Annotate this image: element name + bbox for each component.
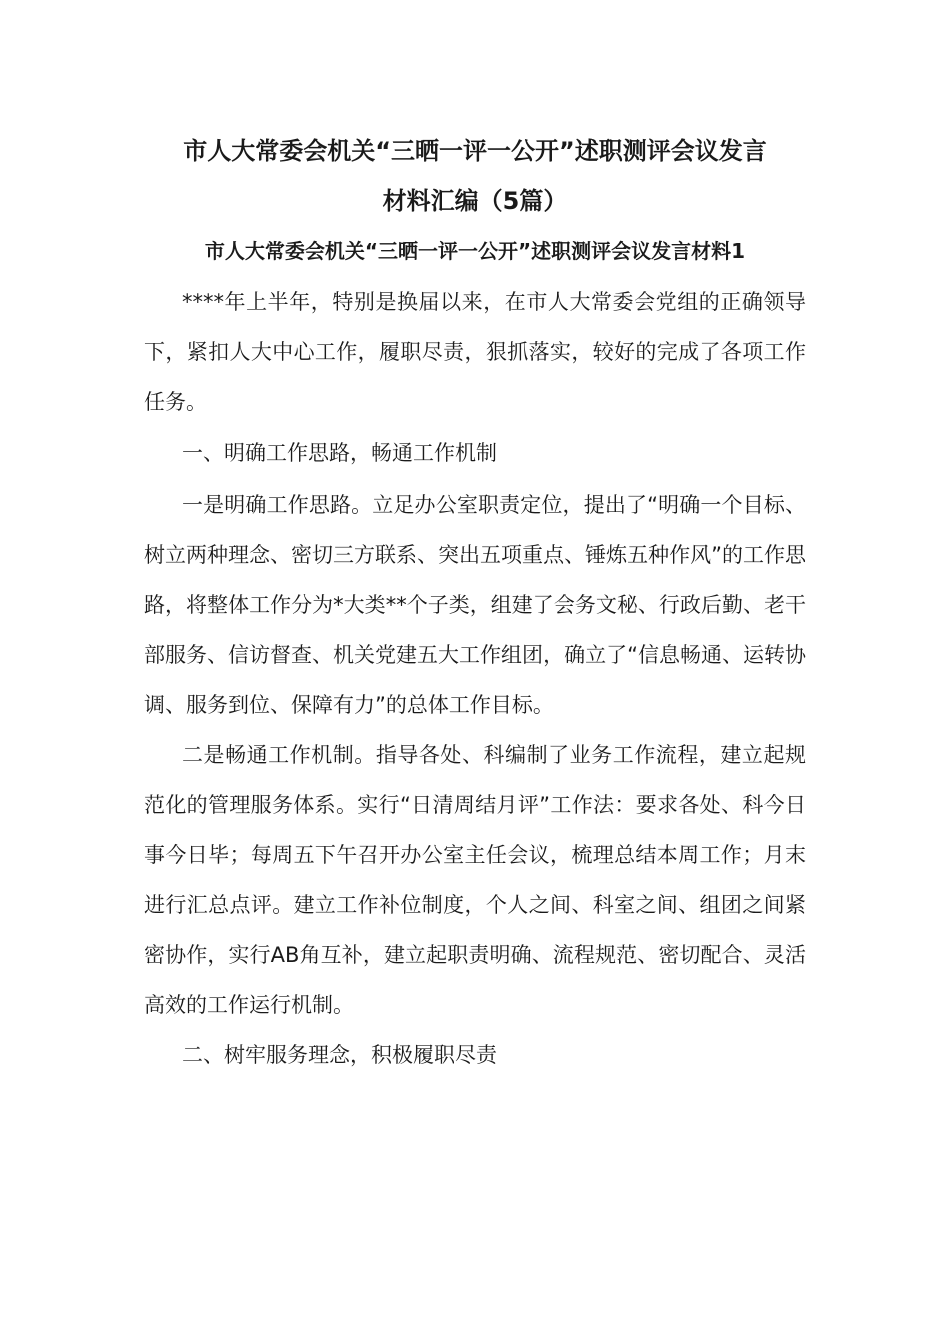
paragraph-intro: ****年上半年，特别是换届以来，在市人大常委会党组的正确领导下，紧扣人大中心工作，履职尽责，狠抓落实，较好的完成了各项工作任务。: [144, 290, 806, 414]
document-title-line-1: 市人大常委会机关“三晒一评一公开”述职测评会议发言: [183, 137, 767, 165]
section-heading-2: 二、树牢服务理念，积极履职尽责: [182, 1043, 497, 1067]
paragraph-work-ideas: 一是明确工作思路。立足办公室职责定位，提出了“明确一个目标、树立两种理念、密切三方联系、突出五项重点、锤炼五种作风”的工作思路，将整体工作分为*大类**个子类，组建了会务文秘、行政后勤、老干部服务、信访督查、机关党建五大工作组团，确立了“信息畅通、运转协调、服务到位、保障有力”的总体工作目标。: [144, 493, 806, 717]
section-heading-1: 一、明确工作思路，畅通工作机制: [182, 441, 497, 465]
document-title-line-2: 材料汇编（5篇）: [382, 187, 568, 215]
section-subtitle: 市人大常委会机关“三晒一评一公开”述职测评会议发言材料1: [204, 239, 746, 263]
paragraph-work-mechanism: 二是畅通工作机制。指导各处、科编制了业务工作流程，建立起规范化的管理服务体系。实行“日清周结月评”工作法：要求各处、科今日事今日毕；每周五下午召开办公室主任会议，梳理总结本周工作；月末进行汇总点评。建立工作补位制度，个人之间、科室之间、组团之间紧密协作，实行AB角互补，建立起职责明确、流程规范、密切配合、灵活高效的工作运行机制。: [144, 743, 806, 1017]
